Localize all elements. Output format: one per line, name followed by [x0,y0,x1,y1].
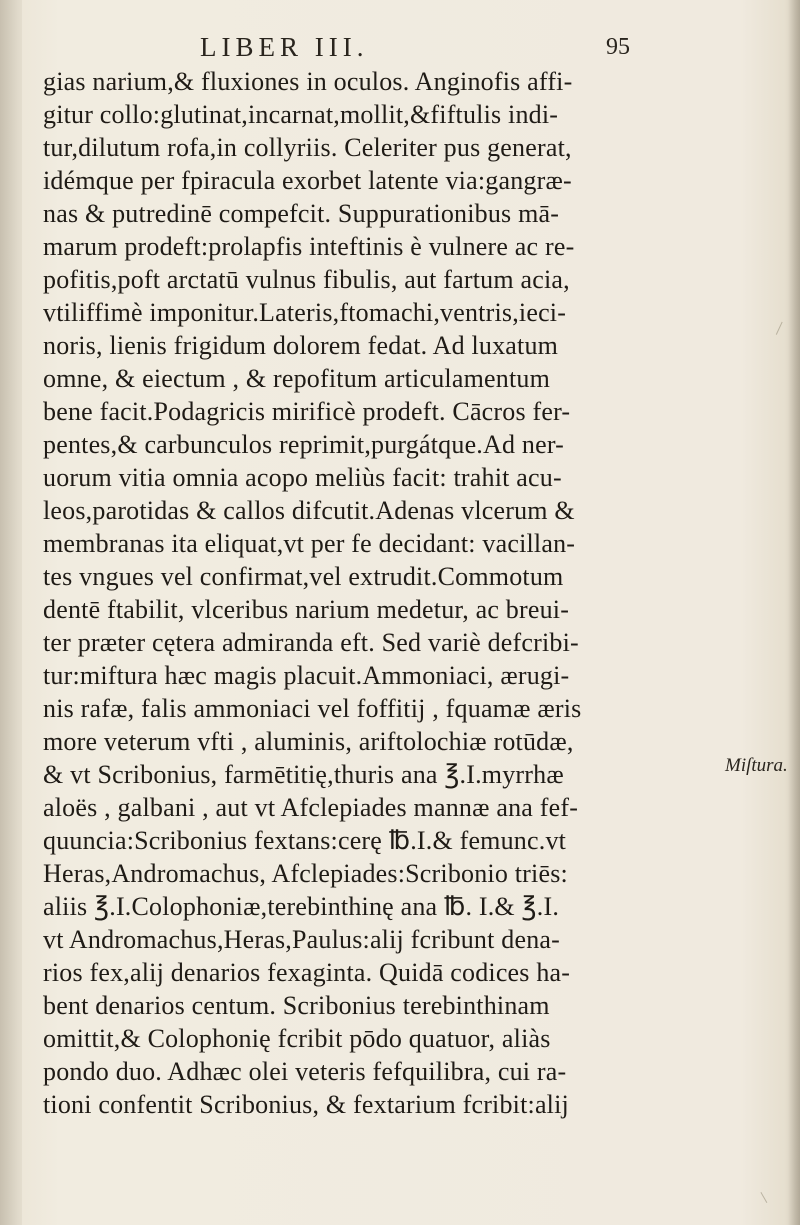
text-line: omne, & eiectum , & repofitum articulamentum [43,364,550,393]
text-line: idémque per fpiracula exorbet latente via:gangræ- [43,166,572,195]
text-line: Heras,Andromachus, Afclepiades:Scribonio triēs: [43,859,568,888]
text-line: bent denarios centum. Scribonius terebinthinam [43,991,550,1020]
ink-mark [760,1189,772,1203]
text-line: vtiliffimè imponitur.Lateris,ftomachi,ventris,ieci- [43,298,567,327]
text-line: pondo duo. Adhæc olei veteris fefquilibra, cui ra- [43,1057,567,1086]
text-line: aliis ℥.I.Colophoniæ,terebinthinę ana ℔. I.& ℥.I. [43,892,560,921]
text-line: vt Andromachus,Heras,Paulus:alij fcribunt dena- [43,925,560,954]
marginal-note: Miſtura. [725,755,788,776]
text-line: membranas ita eliquat,vt per fe decidant: vacillan- [43,529,576,558]
text-line: quuncia:Scribonius fextans:cerę ℔.I.& femunc.vt [43,826,567,855]
text-line: tes vngues vel confirmat,vel extrudit.Commotum [43,562,564,591]
text-line: gitur collo:glutinat,incarnat,mollit,&fiftulis indi- [43,100,559,129]
text-line: dentē ftabilit, vlceribus narium medetur, ac breui- [43,595,570,624]
text-line: & vt Scribonius, farmētitię,thuris ana ℥.I.myrrhæ [43,760,564,789]
page-gutter [0,0,22,1225]
body-text [43,65,723,1121]
running-head: LIBER III. [200,32,369,62]
text-line: bene facit.Podagricis mirificè prodeft. Cācros fer- [43,397,571,426]
text-line: omittit,& Colophonię fcribit pōdo quatuor, aliàs [43,1024,551,1053]
text-line: rios fex,alij denarios fexaginta. Quidā codices ha- [43,958,571,987]
text-line: tur:miftura hæc magis placuit.Ammoniaci, ærugi- [43,661,570,690]
page-header [200,32,630,66]
text-line: tur,dilutum rofa,in collyriis. Celeriter pus generat, [43,133,572,162]
ink-mark [770,319,782,335]
text-line: aloës , galbani , aut vt Afclepiades mannæ ana fef- [43,793,579,822]
page-edge [788,0,800,1225]
text-line: more veterum vfti , aluminis, ariftolochiæ rotūdæ, [43,727,574,756]
page-number: 95 [606,34,630,60]
text-line: marum prodeft:prolapfis inteftinis è vulnere ac re- [43,232,575,261]
text-line: tioni confentit Scribonius, & fextarium fcribit:alij [43,1090,569,1119]
text-line: leos,parotidas & callos difcutit.Adenas vlcerum & [43,496,575,525]
text-line: noris, lienis frigidum dolorem fedat. Ad luxatum [43,331,559,360]
text-line: nis rafæ, falis ammoniaci vel foffitij , fquamæ æris [43,694,582,723]
text-line: gias narium,& fluxiones in oculos. Anginofis affi- [43,67,573,96]
text-line: pentes,& carbunculos reprimit,purgátque.Ad ner- [43,430,565,459]
text-line: ter præter cętera admiranda eft. Sed variè defcribi- [43,628,579,657]
text-line: nas & putredinē compefcit. Suppurationibus mā- [43,199,560,228]
text-line: uorum vitia omnia acopo meliùs facit: trahit acu- [43,463,562,492]
text-line: pofitis,poft arctatū vulnus fibulis, aut fartum acia, [43,265,570,294]
